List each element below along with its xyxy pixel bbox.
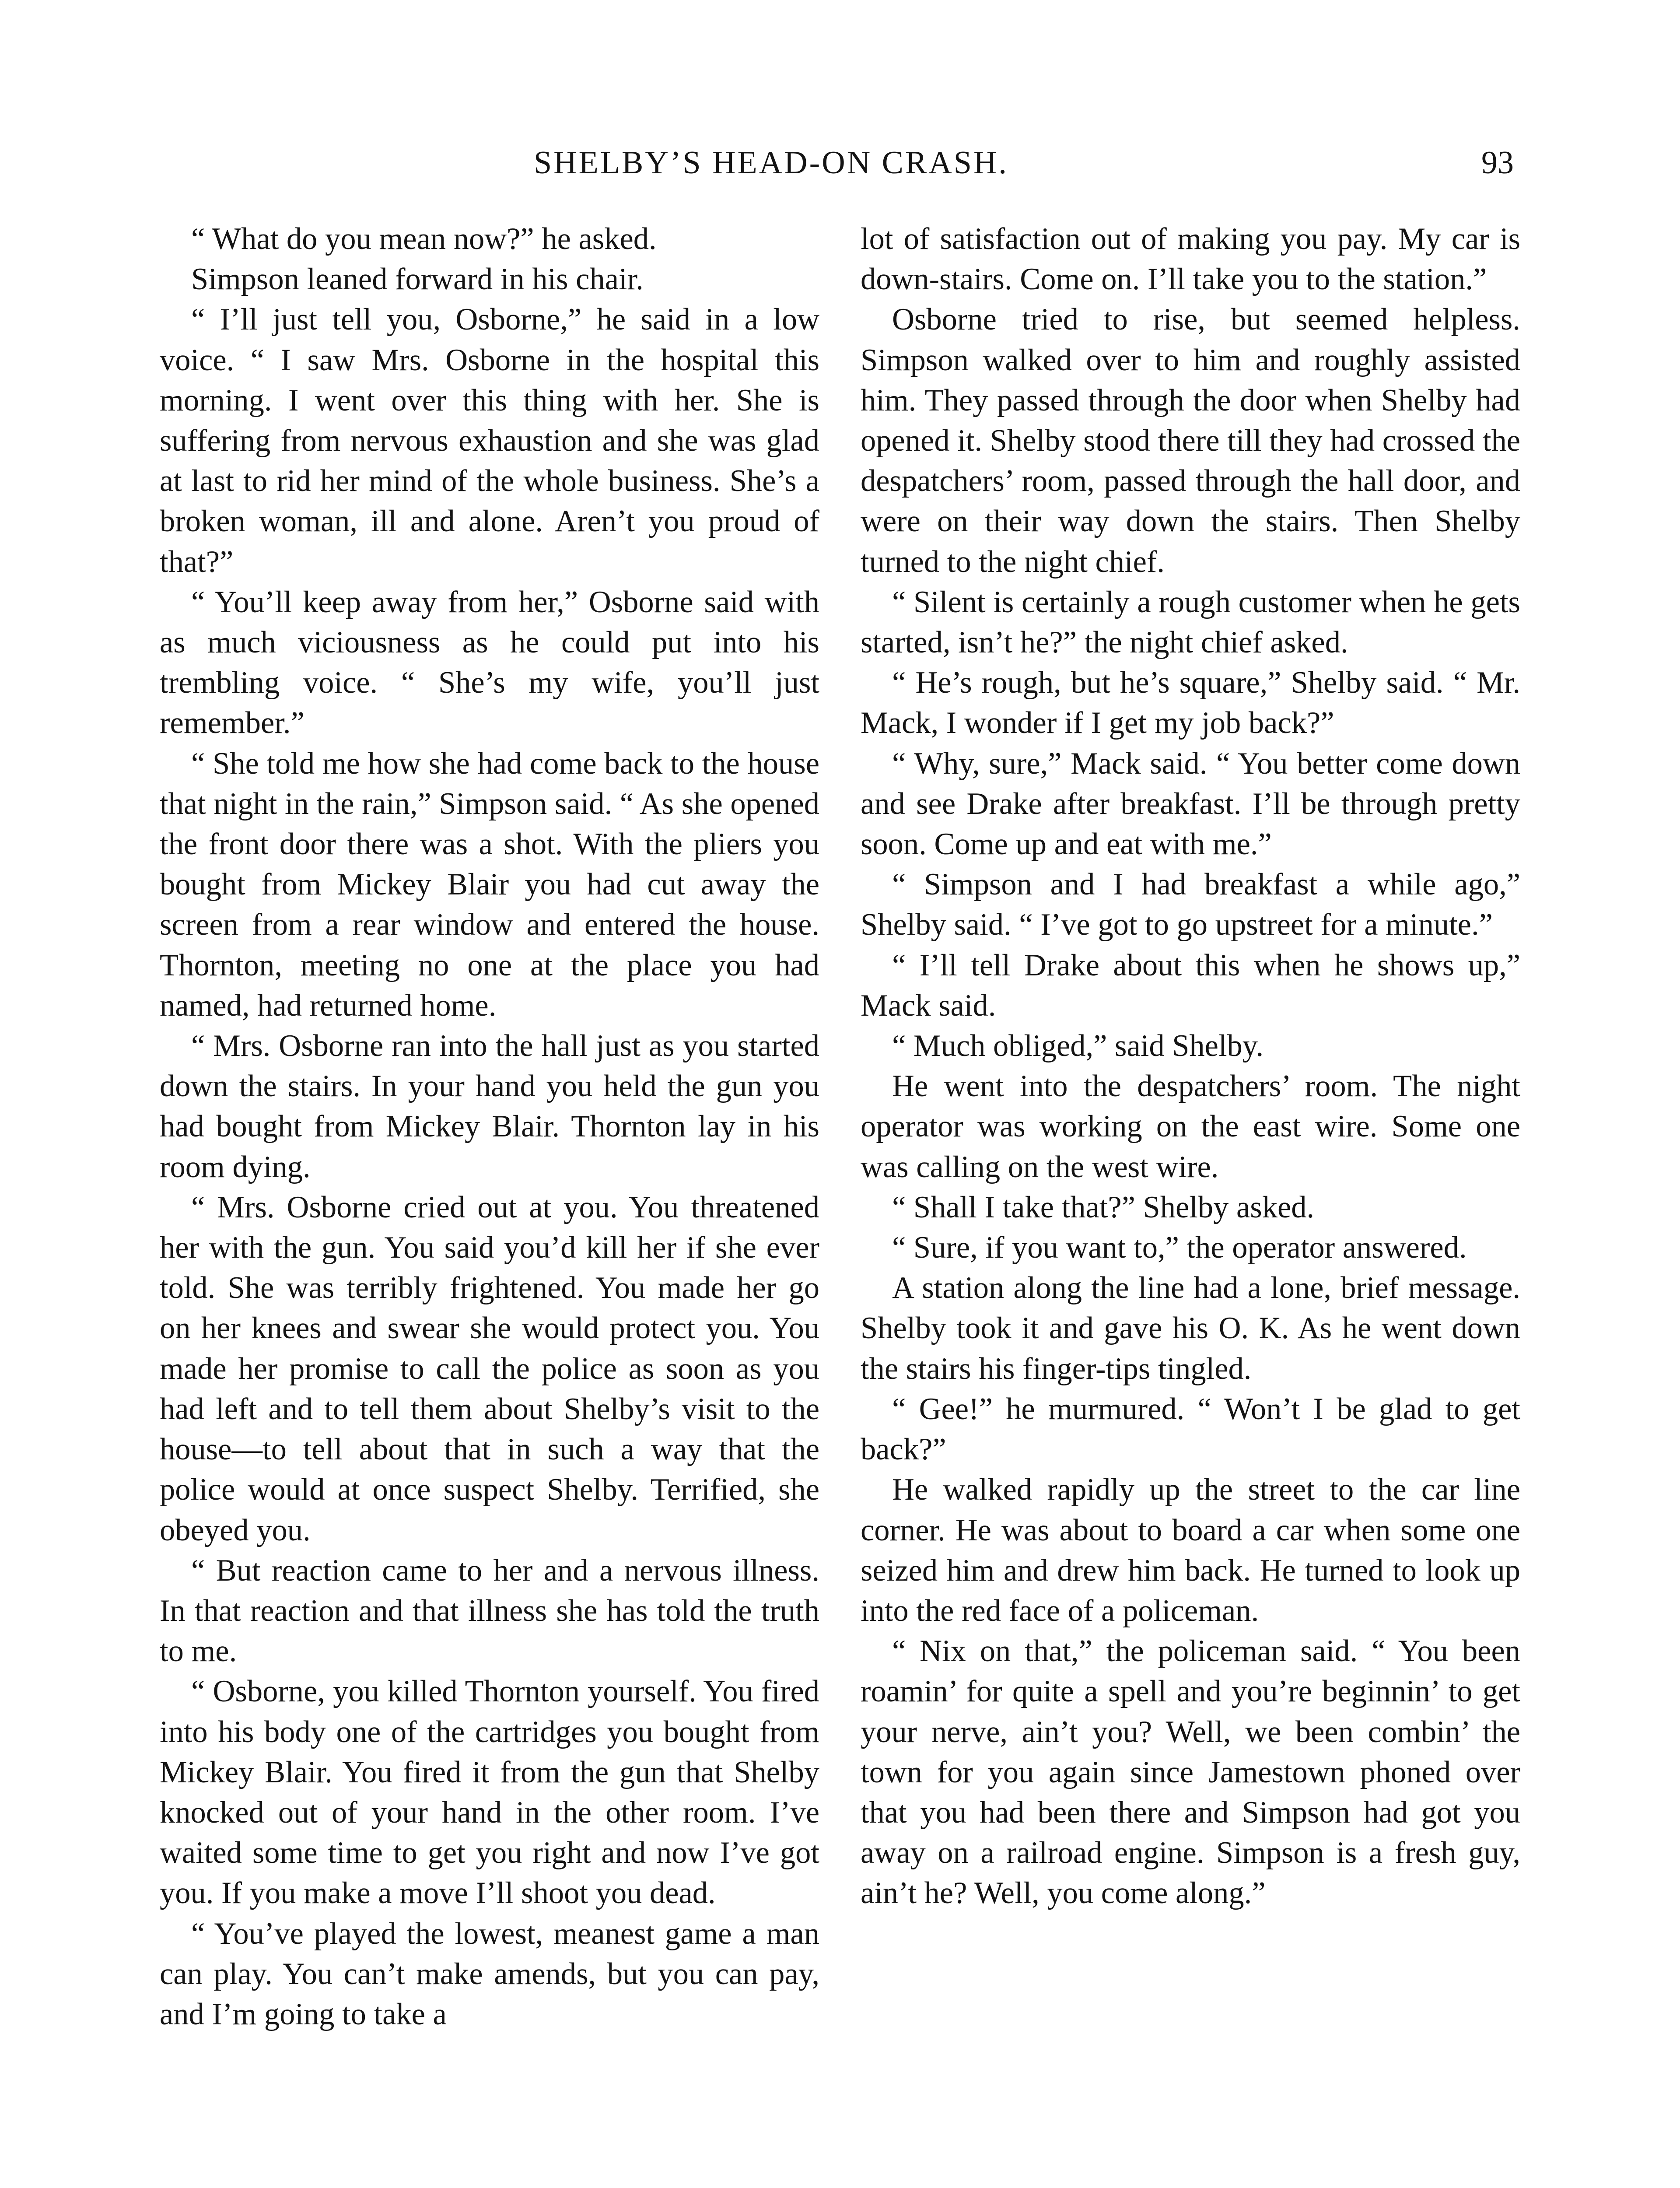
paragraph: “ Shall I take that?” Shelby asked. [892, 1190, 1315, 1224]
paragraph: Osborne tried to rise, but seemed helpless. Simpson walked over to him and roughly assisted him. They passed through the door when Shelby had opened it. Shelby stood there till they had crossed the despatchers’ room, passed through the hall door, and were on their way down the stairs. Then Shelby turned to the night chief. [861, 302, 1520, 579]
paragraph: “ What do you mean now?” he asked. [191, 222, 657, 256]
paragraph: “ Mrs. Osborne ran into the hall just as you started down the stairs. In your hand you held the gun you had bought from Mickey Blair. Thornton lay in his room dying. [160, 1029, 819, 1184]
text-columns [160, 219, 1520, 2188]
paragraph: “ Why, sure,” Mack said. “ You better come down and see Drake after breakfast. I’ll be through pretty soon. Come up and eat with me.” [861, 746, 1520, 862]
running-head-title: SHELBY’S HEAD-ON CRASH. [534, 145, 1008, 181]
paragraph: He went into the despatchers’ room. The night operator was working on the east wire. Some one was calling on the west wire. [861, 1069, 1520, 1184]
paragraph: “ Silent is certainly a rough customer when he gets started, isn’t he?” the night chief asked. [861, 585, 1520, 660]
paragraph: “ Simpson and I had breakfast a while ago,” Shelby said. “ I’ve got to go upstreet for a minute.” [861, 867, 1520, 942]
paragraph: “ I’ll just tell you, Osborne,” he said in a low voice. “ I saw Mrs. Osborne in the hospital this morning. I went over this thing with her. She is suffering from nervous exhaustion and she was glad at last to rid her mind of the whole business. She’s a broken woman, ill and alone. Aren’t you proud of that?” [160, 302, 819, 579]
left-column [160, 219, 819, 2188]
paragraph: “ You’ll keep away from her,” Osborne said with as much viciousness as he could put into his trembling voice. “ She’s my wife, you’ll just remember.” [160, 585, 819, 740]
paragraph: “ You’ve played the lowest, meanest game a man can play. You can’t make amends, but you can pay, and I’m going to take a [160, 1916, 819, 2031]
paragraph: “ Osborne, you killed Thornton yourself. You fired into his body one of the cartridges you bought from Mickey Blair. You fired it from the gun that Shelby knocked out of your hand in the other room. I’ve waited some time to get you right and now I’ve got you. If you make a move I’ll shoot you dead. [160, 1674, 819, 1911]
paragraph: “ Much obliged,” said Shelby. [892, 1029, 1264, 1063]
paragraph: “ Nix on that,” the policeman said. “ You been roamin’ for quite a spell and you’re beginnin’ to get your nerve, ain’t you? Well, we been combin’ the town for you again since Jamestown phoned over that you had been there and Simpson had got you away on a railroad engine. Simpson is a fresh guy, ain’t he? Well, you come along.” [861, 1634, 1520, 1911]
paragraph: “ She told me how she had come back to the house that night in the rain,” Simpson said. “ As she opened the front door there was a shot. With the pliers you bought from Mickey Blair you had cut away the screen from a rear window and entered the house. Thornton, meeting no one at the place you had named, had returned home. [160, 746, 819, 1023]
paragraph: “ Gee!” he murmured. “ Won’t I be glad to get back?” [861, 1392, 1520, 1467]
paragraph-continued: lot of satisfaction out of making you pay. My car is down-stairs. Come on. I’ll take you to the station.” [861, 222, 1520, 297]
paragraph: “ But reaction came to her and a nervous illness. In that reaction and that illness she has told the truth to me. [160, 1553, 819, 1669]
paragraph: “ Mrs. Osborne cried out at you. You threatened her with the gun. You said you’d kill her if she ever told. She was terribly frightened. You made her go on her knees and swear she would protect you. You made her promise to call the police as soon as you had left and to tell them about Shelby’s visit to the house—to tell about that in such a way that the police would at once suspect Shelby. Terrified, she obeyed you. [160, 1190, 819, 1547]
paragraph: “ Sure, if you want to,” the operator answered. [892, 1231, 1467, 1265]
paragraph: “ He’s rough, but he’s square,” Shelby said. “ Mr. Mack, I wonder if I get my job back?” [861, 666, 1520, 740]
page-number: 93 [1481, 145, 1514, 181]
paragraph: “ I’ll tell Drake about this when he shows up,” Mack said. [861, 948, 1520, 1023]
paragraph: Simpson leaned forward in his chair. [191, 262, 644, 297]
right-column [861, 219, 1520, 2188]
paragraph: A station along the line had a lone, brief message. Shelby took it and gave his O. K. As he went down the stairs his finger-tips tingled. [861, 1271, 1520, 1386]
paragraph: He walked rapidly up the street to the car line corner. He was about to board a car when some one seized him and drew him back. He turned to look up into the red face of a policeman. [861, 1473, 1520, 1628]
